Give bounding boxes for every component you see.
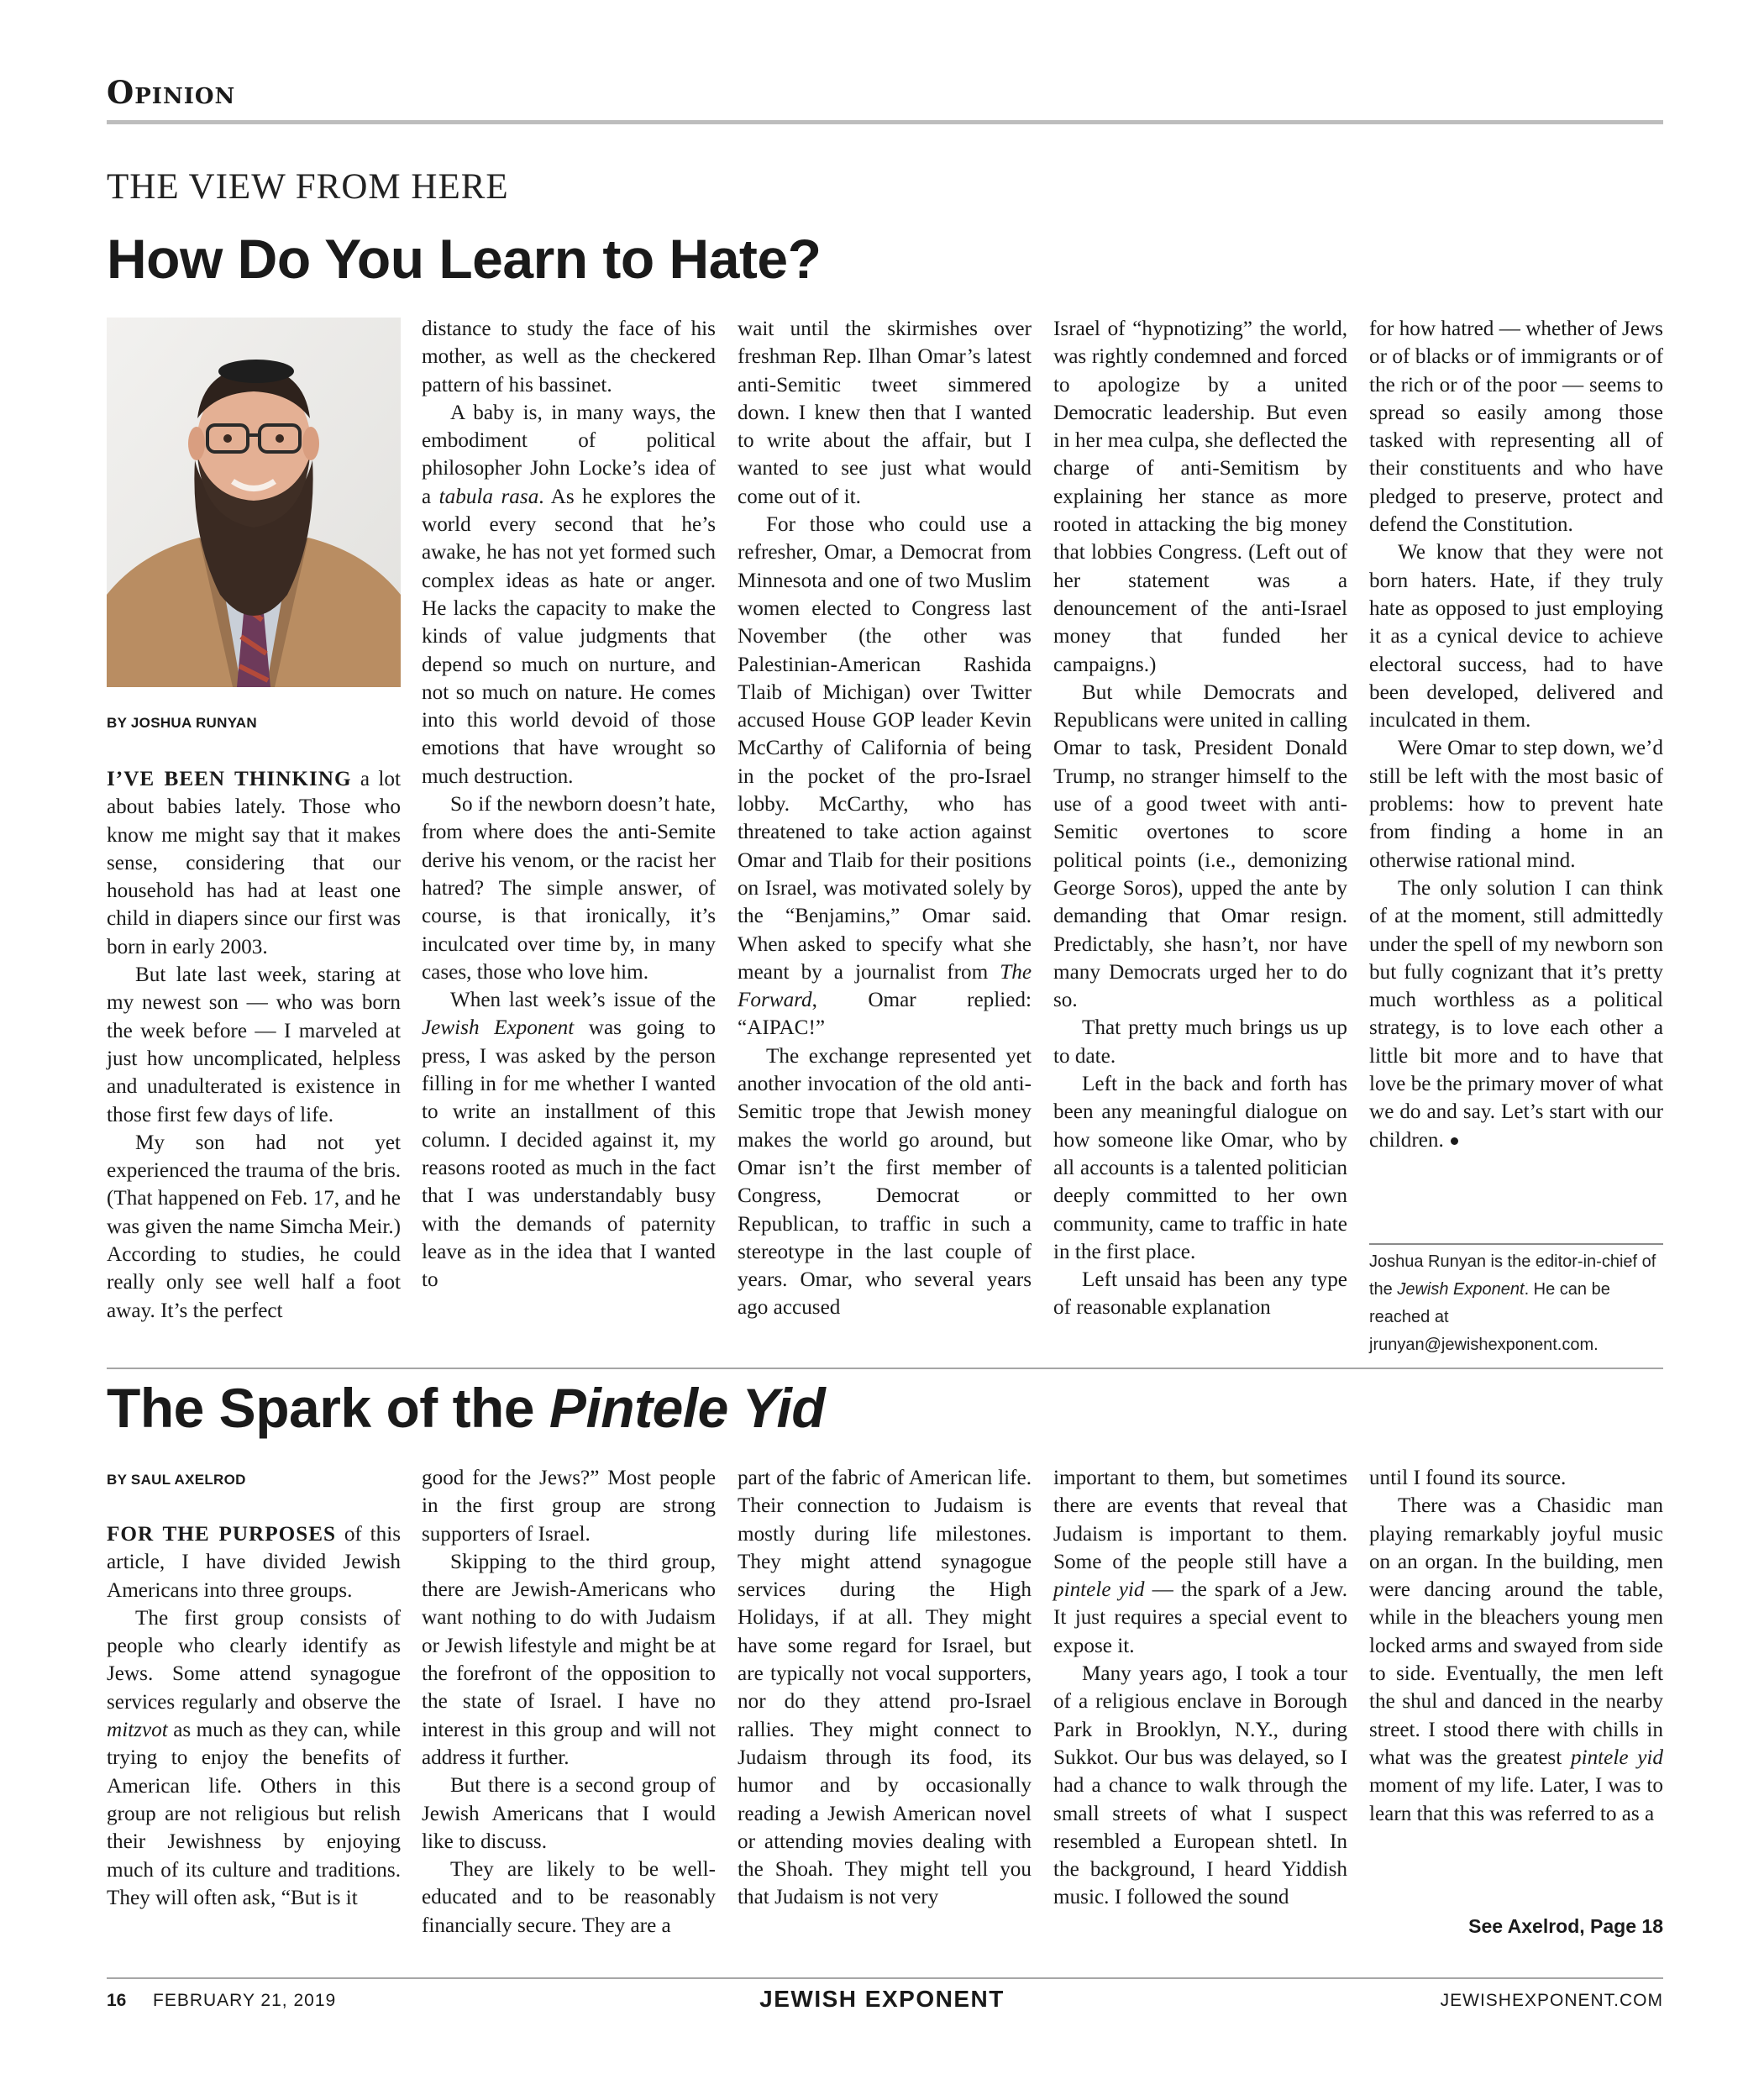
paragraph: There was a Chasidic man playing remarkably joyful music on an organ. In the building, men were dancing around the table, while in the bleachers young men locked arms and swayed from side to side. Eventually, the men left the shul and danced in the nearby street. I stood there with chills in what was the greatest pintele yid moment of my life. Later, I was to learn that this was referred to as a — [1369, 1494, 1663, 1825]
issue-date: FEBRUARY 21, 2019 — [153, 1991, 337, 2010]
lead-in: I’VE BEEN THINKING — [107, 768, 352, 790]
bio-rule — [1369, 1243, 1663, 1245]
section-heading: Opinion — [107, 74, 236, 111]
paragraph: Skipping to the third group, there are Jewish-Americans who want nothing to do with Judaism or Jewish lifestyle and might be at the forefront of the opposition to the state of Israel. I have no interest in this group and will not address it further. — [422, 1550, 716, 1769]
article2-column-3 — [738, 1464, 1032, 1912]
paragraph: That pretty much brings us up to date. — [1053, 1016, 1347, 1068]
lead-in: FOR THE PURPOSES — [107, 1523, 337, 1546]
paragraph: A baby is, in many ways, the embodiment of political philosopher John Locke’s idea of a tabula rasa. As he explores the world every second that he’s awake, he has not yet formed such complex ideas as hate or anger. He lacks the capacity to make the kinds of value judgments that depend so much on nurture, and not so much on nature. He comes into this world devoid of those emotions that have wrought so much destruction. — [422, 401, 716, 788]
article2-column-4 — [1053, 1464, 1347, 1912]
end-of-article-mark — [1451, 1137, 1458, 1145]
article2-column-5 — [1369, 1464, 1663, 1828]
paragraph: I’VE BEEN THINKING a lot about babies lately. Those who know me might say that it makes sense, considering that our household has had at least one child in diapers since our first was born in early 2003. — [107, 768, 401, 958]
paragraph: Many years ago, I took a tour of a religious enclave in Borough Park in Brooklyn, N.Y., during Sukkot. Our bus was delayed, so I had a chance to walk through the small streets of what I suspect resembled a European shtetl. In the background, I heard Yiddish music. I followed the sound — [1053, 1662, 1347, 1909]
paragraph: good for the Jews?” Most people in the first group are strong supporters of Israel. — [422, 1467, 716, 1546]
website-url[interactable]: JEWISHEXPONENT.COM — [1440, 1991, 1663, 2010]
article1-byline: BY JOSHUA RUNYAN — [107, 715, 257, 731]
article1-column-3 — [738, 315, 1032, 1322]
paragraph: The first group consists of people who clearly identify as Jews. Some attend synagogue services regularly and observe the mitzvot as much as they can, while trying to enjoy the benefits of American life. Others in this group are not religious but relish their Jewishness by enjoying much of its culture and traditions. They will often ask, “But is it — [107, 1606, 401, 1909]
article2-column-1 — [107, 1520, 401, 1912]
article2-byline: BY SAUL AXELROD — [107, 1472, 246, 1488]
article1-column-2 — [422, 315, 716, 1294]
paragraph: So if the newborn doesn’t hate, from where does the anti-Semite derive his venom, or the racist her hatred? The simple answer, of course, is that ironically, it’s inculcated over time by, in many cases, those who love him. — [422, 793, 716, 984]
paragraph: wait until the skirmishes over freshman Rep. Ilhan Omar’s latest anti-Semitic tweet simmered down. I knew then that I wanted to write about the affair, but I wanted to see just what would come out of it. — [738, 318, 1032, 508]
page-number: 16 — [107, 1991, 127, 2010]
paragraph: Left unsaid has been any type of reasonable explanation — [1053, 1268, 1347, 1320]
article1-column-5 — [1369, 315, 1663, 1154]
article-divider — [107, 1368, 1663, 1369]
paragraph: Israel of “hypnotizing” the world, was rightly condemned and forced to apologize by a united Democratic leadership. But even in her mea culpa, she deflected the charge of anti-Semitism by explaining her stance as more rooted in attacking the big money that lobbies Congress. (Left out of her statement was a denouncement of the anti-Israel money that funded her campaigns.) — [1053, 318, 1347, 676]
paragraph: But while Democrats and Republicans were united in calling Omar to task, President Donald Trump, no stranger himself to the use of a good tweet with anti-Semitic overtones to score political points (i.e., demonizing George Soros), upped the ante by demanding that Omar resign. Predictably, she hasn’t, nor have many Democrats urged her to do so. — [1053, 680, 1347, 1012]
article1-column-1 — [107, 765, 401, 1325]
footer-rule — [107, 1977, 1663, 1979]
paragraph: The only solution I can think of at the moment, still admittedly under the spell of my newborn son but fully cognizant that it’s pretty much worthless as a political strategy, is to love each other a little bit more and to have that love be the primary mover of what we do and say. Let’s start with our children. — [1369, 876, 1663, 1152]
paragraph: part of the fabric of American life. Their connection to Judaism is mostly during life milestones. They might attend synagogue services during the High Holidays, if at all. They might have some regard for Israel, but are typically not vocal supporters, nor do they attend pro-Israel rallies. They might connect to Judaism through its food, its humor and by occasionally reading a Jewish American novel or attending movies dealing with the Shoah. They might tell you that Judaism is not very — [738, 1467, 1032, 1909]
article1-column-4 — [1053, 315, 1347, 1322]
paragraph: My son had not yet experienced the trauma of the bris. (That happened on Feb. 17, and he was given the name Simcha Meir.) According to studies, he could really only see well half a foot away. It’s the perfect — [107, 1131, 401, 1322]
publication-name: JEWISH EXPONENT — [759, 1986, 1005, 2012]
article1-headline: How Do You Learn to Hate? — [107, 228, 822, 290]
paragraph: until I found its source. — [1369, 1467, 1567, 1489]
paragraph: We know that they were not born haters. Hate, if they truly hate as opposed to just employing it as a cynical device to achieve electoral success, had to have been developed, delivered and inculcated in them. — [1369, 541, 1663, 732]
continued-jump-line[interactable]: See Axelrod, Page 18 — [1468, 1915, 1663, 1937]
author-bio: Joshua Runyan is the editor-in-chief of the Jewish Exponent. He can be reached at jrunyan@jewishexponent.com. — [1369, 1252, 1656, 1354]
paragraph: The exchange represented yet another invocation of the old anti-Semitic trope that Jewish money makes the world go around, but Omar isn’t the first member of Congress, Democrat or Republican, to traffic in such a stereotype in the last couple of years. Omar, who several years ago accused — [738, 1044, 1032, 1320]
article2-headline: The Spark of the Pintele Yid — [107, 1377, 826, 1439]
paragraph: For those who could use a refresher, Omar, a Democrat from Minnesota and one of two Muslim women elected to Congress last November (the other was Palestinian-American Rashida Tlaib of Michigan) over Twitter accused House GOP leader Kevin McCarthy of California of being in the pocket of the pro-Israel lobby. McCarthy, who has threatened to take action against Omar and Tlaib for their positions on Israel, was motivated solely by the “Benjamins,” Omar said. When asked to specify what she meant by a journalist from The Forward, Omar replied: “AIPAC!” — [738, 513, 1032, 1040]
paragraph: They are likely to be well-educated and to be reasonably financially secure. They are a — [422, 1858, 716, 1937]
paragraph: Were Omar to step down, we’d still be left with the most basic of problems: how to prevent hate from finding a home in an otherwise rational mind. — [1369, 737, 1663, 872]
paragraph: distance to study the face of his mother, as well as the checkered pattern of his bassinet. — [422, 318, 716, 396]
paragraph: When last week’s issue of the Jewish Exponent was going to press, I was asked by the person filling in for me whether I wanted to write an installment of this column. I decided against it, my reasons rooted as much in the fact that I was understandably busy with the demands of paternity leave as in the idea that I wanted to — [422, 989, 716, 1292]
paragraph: FOR THE PURPOSES of this article, I have divided Jewish Americans into three groups. — [107, 1523, 401, 1602]
paragraph: Left in the back and forth has been any meaningful dialogue on how someone like Omar, who by all accounts is a talented politician deeply committed to her own community, came to traffic in hate in the first place. — [1053, 1073, 1347, 1263]
author-portrait-image — [107, 318, 401, 687]
author-photo — [107, 318, 401, 687]
column-kicker: THE VIEW FROM HERE — [107, 167, 509, 207]
article2-column-2 — [422, 1464, 716, 1940]
paragraph: But late last week, staring at my newest son — who was born the week before — I marveled at just how uncomplicated, helpless and unadulterated is existence in those first few days of life. — [107, 963, 401, 1126]
paragraph: for how hatred — whether of Jews or of blacks or of immigrants or of the rich or of the poor — seems to spread so easily among those tasked with representing all of their constituents and who have pledged to preserve, protect and defend the Constitution. — [1369, 318, 1663, 537]
paragraph: But there is a second group of Jewish Americans that I would like to discuss. — [422, 1774, 716, 1853]
header-rule — [107, 120, 1663, 124]
paragraph: important to them, but sometimes there are events that reveal that Judaism is important to them. Some of the people still have a pintele yid — the spark of a Jew. It just requires a special event to expose it. — [1053, 1467, 1347, 1657]
